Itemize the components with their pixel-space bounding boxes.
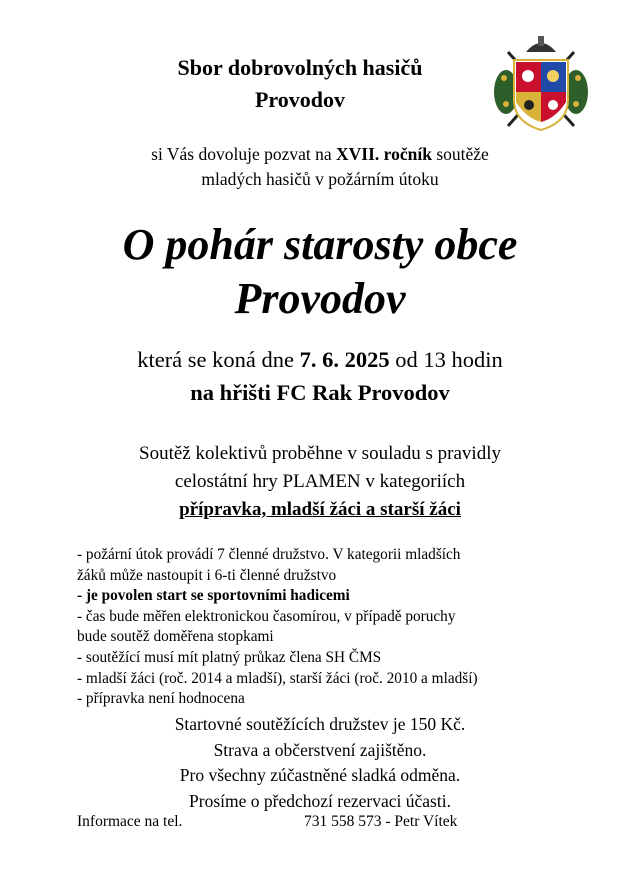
date-post: od 13 hodin bbox=[389, 347, 503, 372]
rules-line1: Soutěž kolektivů proběhne v souladu s pravidly bbox=[139, 443, 501, 464]
list-item: bude soutěž doměřena stopkami bbox=[77, 628, 274, 646]
organizer-name: Sbor dobrovolných hasičů bbox=[177, 55, 423, 80]
list-item: - soutěžící musí mít platný průkaz člena SH ČMS bbox=[77, 648, 382, 666]
event-title-line2: Provodov bbox=[234, 274, 406, 323]
catering: Strava a občerstvení zajištěno. bbox=[213, 739, 427, 760]
contact-label: Informace na tel. bbox=[77, 813, 183, 830]
list-item: - mladší žáci (roč. 2014 a mladší), starší žáci (roč. 2010 a mladší) bbox=[77, 669, 478, 687]
contact-phone: 731 558 573 - Petr Vítek bbox=[304, 813, 458, 830]
organizer-title bbox=[140, 52, 460, 116]
event-date: 7. 6. 2025 bbox=[299, 347, 390, 372]
list-item: - přípravka není hodnocena bbox=[77, 690, 245, 708]
list-item: - požární útok provádí 7 členné družstvo. V kategorii mladších bbox=[77, 546, 461, 563]
invitation-pre: si Vás dovoluje pozvat na bbox=[151, 144, 337, 164]
entry-fee: Startovné soutěžících družstev je 150 Kč. bbox=[174, 714, 466, 734]
competition-rules bbox=[40, 440, 600, 524]
date-pre: která se koná dne bbox=[137, 347, 300, 372]
event-date-location bbox=[40, 343, 600, 409]
event-title-line1: O pohár starosty obce bbox=[122, 220, 518, 269]
list-item: - je povolen start se sportovními hadicemi bbox=[77, 587, 350, 605]
categories: přípravka, mladší žáci a starší žáci bbox=[179, 499, 461, 520]
invitation-line2: mladých hasičů v požárním útoku bbox=[201, 169, 439, 189]
event-title bbox=[30, 218, 610, 326]
footer-info bbox=[40, 712, 600, 814]
rules-line2: celostátní hry PLAMEN v kategoriích bbox=[174, 471, 466, 492]
list-item: - čas bude měřen elektronickou časomírou, v případě poruchy bbox=[77, 607, 456, 625]
event-location: na hřišti FC Rak Provodov bbox=[190, 380, 450, 405]
organizer-village: Provodov bbox=[254, 87, 346, 112]
rules-list bbox=[77, 545, 597, 710]
list-item: žáků může nastoupit i 6-ti členné družstvo bbox=[77, 566, 337, 584]
reward: Pro všechny zúčastněné sladká odměna. bbox=[179, 765, 461, 785]
reservation-note: Prosíme o předchozí rezervaci účasti. bbox=[189, 790, 451, 811]
edition-number: XVII. ročník bbox=[336, 144, 432, 164]
invitation-text bbox=[60, 142, 580, 192]
firefighters-emblem-icon bbox=[486, 30, 596, 140]
invitation-post: soutěže bbox=[431, 144, 489, 164]
